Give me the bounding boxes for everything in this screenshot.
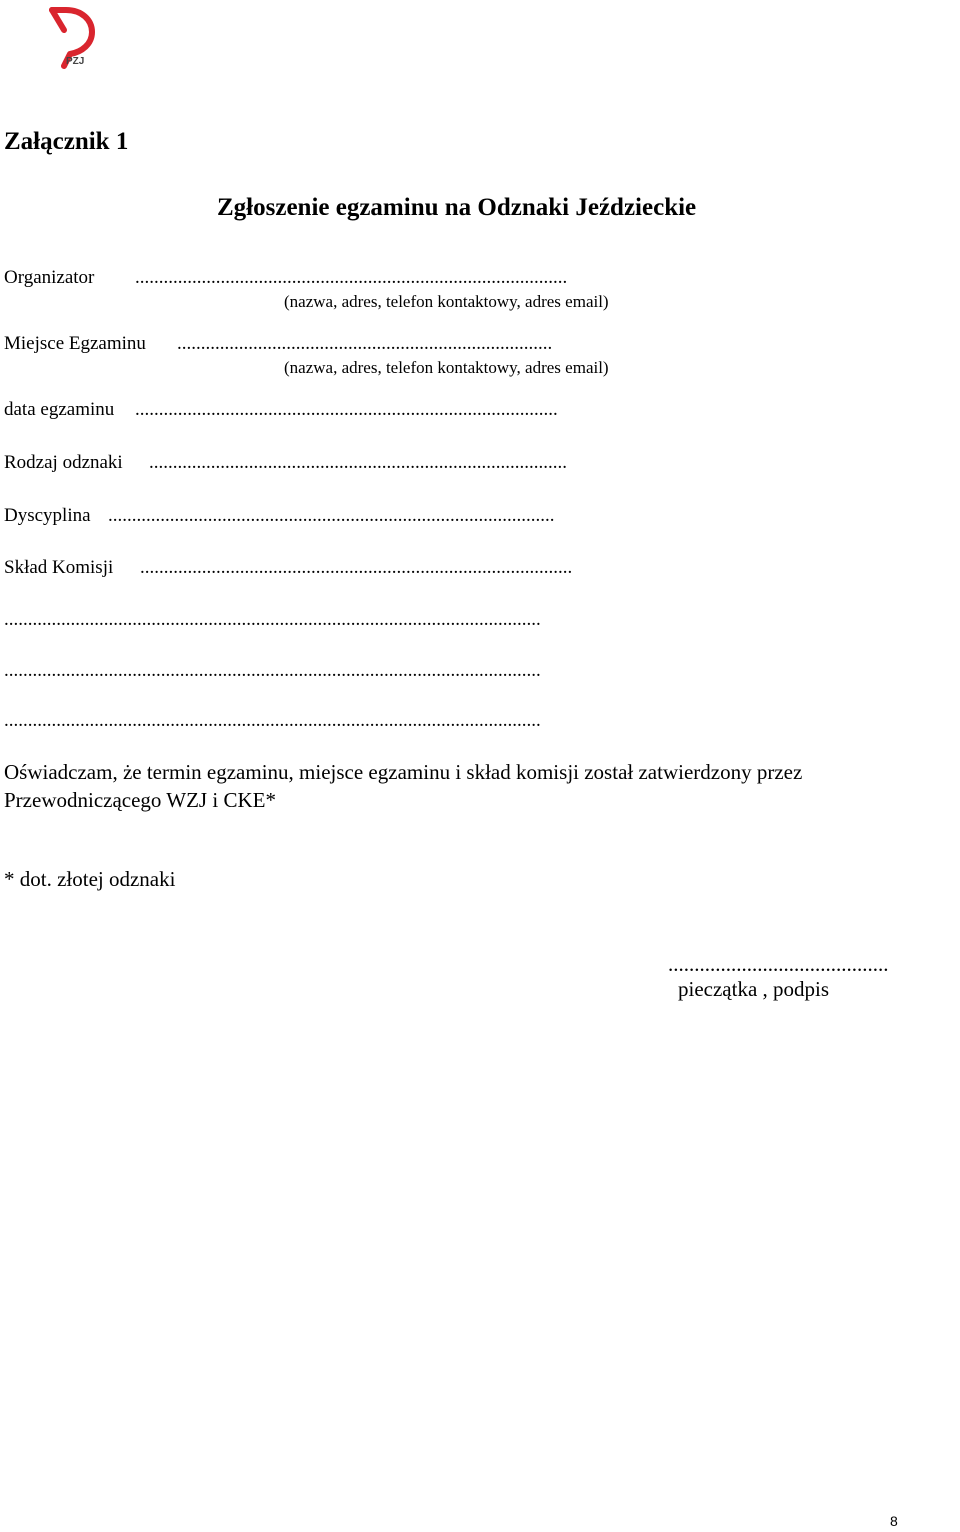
attachment-title: Załącznik 1	[4, 128, 129, 155]
organizer-label: Organizator	[4, 267, 95, 288]
organizer-hint: (nazwa, adres, telefon kontaktowy, adres email)	[284, 292, 609, 311]
committee-label: Skład Komisji	[4, 557, 114, 578]
committee-line-2[interactable]: .................................................................................................................	[4, 660, 541, 681]
logo-text: PZJ	[66, 56, 85, 67]
badge-type-field[interactable]: ........................................................................................	[149, 452, 567, 473]
committee-line-3[interactable]: .................................................................................................................	[4, 710, 541, 731]
declaration-statement: Oświadczam, że termin egzaminu, miejsce egzaminu i skład komisji został zatwierdzony przez Przewodniczącego WZJ i CKE*	[4, 760, 803, 812]
form-title: Zgłoszenie egzaminu na Odznaki Jeździeckie	[217, 194, 697, 221]
exam-date-field[interactable]: .........................................................................................	[135, 399, 558, 420]
committee-field[interactable]: ...........................................................................................	[140, 557, 573, 578]
pzj-logo	[44, 4, 100, 70]
badge-type-label: Rodzaj odznaki	[4, 452, 123, 473]
committee-line-1[interactable]: .................................................................................................................	[4, 609, 541, 630]
exam-date-label: data egzaminu	[4, 399, 115, 420]
exam-place-label: Miejsce Egzaminu	[4, 333, 146, 354]
footnote: * dot. złotej odznaki	[4, 867, 176, 891]
signature-label: pieczątka , podpis	[678, 977, 830, 1001]
organizer-field[interactable]: ...........................................................................................	[135, 267, 568, 288]
signature-field[interactable]: ..........................................	[668, 952, 889, 976]
discipline-label: Dyscyplina	[4, 505, 91, 526]
exam-place-field[interactable]: ...............................................................................	[177, 333, 553, 354]
page-number: 8	[890, 1513, 898, 1529]
exam-place-hint: (nazwa, adres, telefon kontaktowy, adres email)	[284, 358, 609, 377]
discipline-field[interactable]: ..............................................................................................	[108, 505, 555, 526]
